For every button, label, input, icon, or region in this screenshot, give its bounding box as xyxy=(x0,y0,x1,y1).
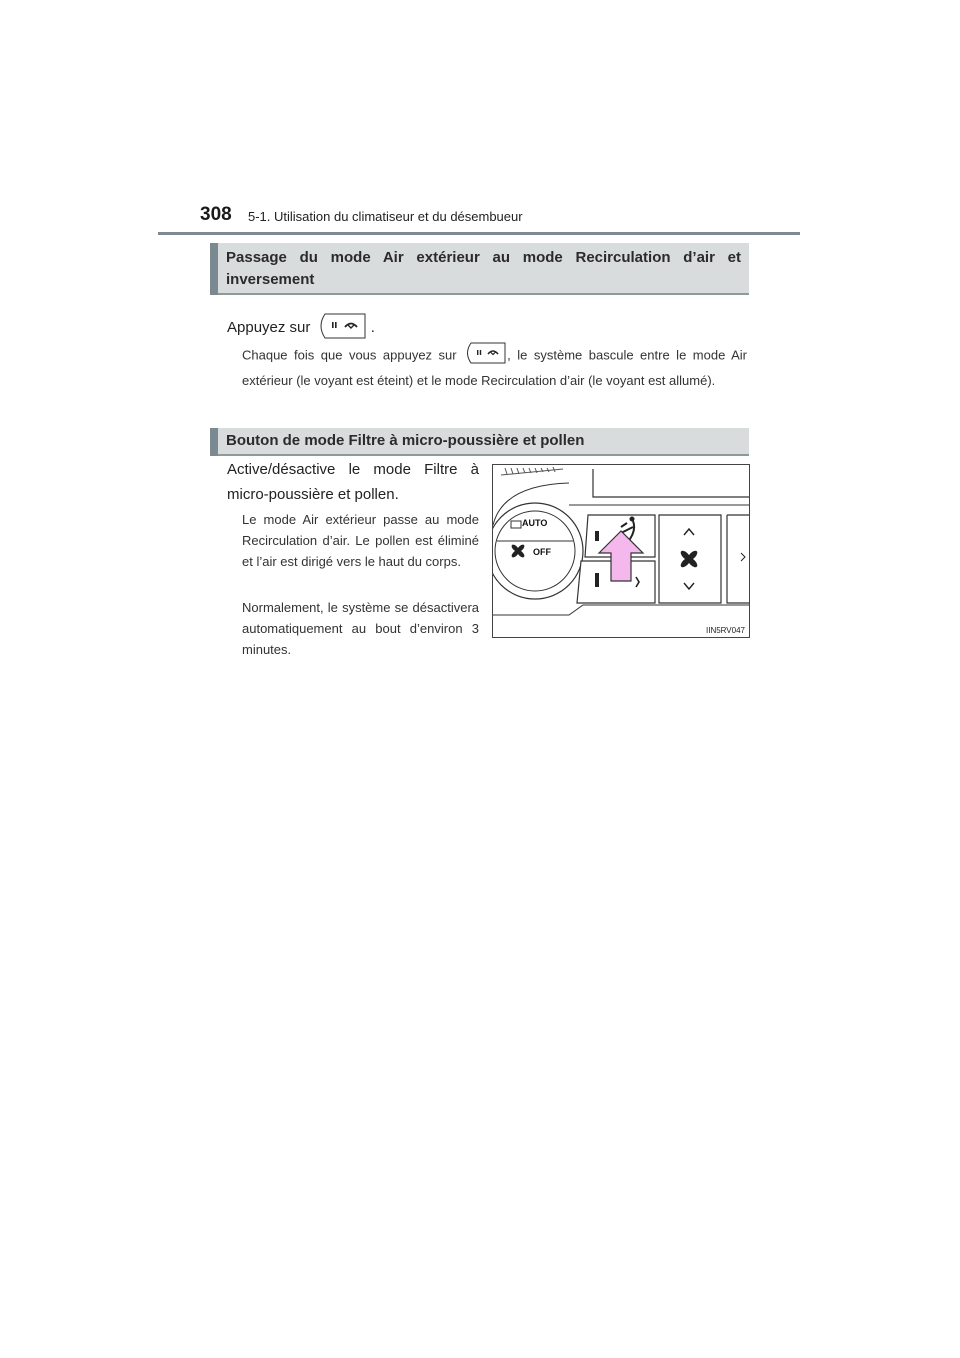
instruction-line xyxy=(227,313,375,343)
body-paragraph xyxy=(242,342,747,391)
instruction-text: Active/désactive le mode Filtre à micro-poussière et pollen. xyxy=(227,461,479,503)
header-rule xyxy=(158,232,800,235)
panel-illustration xyxy=(493,465,749,637)
instruction-period: . xyxy=(370,318,375,336)
recirculation-button-icon xyxy=(315,313,367,343)
section-heading-bar xyxy=(210,428,749,456)
body-paragraph: Normalement, le système se désactivera automatiquement au bout d’environ 3 minutes. xyxy=(242,600,479,657)
page-number: 308 xyxy=(200,204,232,225)
body-paragraph: Le mode Air extérieur passe au mode Recirculation d’air. Le pollen est éliminé et l’air est dirigé vers le haut du corps. xyxy=(242,512,479,569)
section-title: Passage du mode Air extérieur au mode Recirculation d’air et inversement xyxy=(226,249,741,288)
climate-control-panel-figure xyxy=(492,464,750,638)
section-heading-bar xyxy=(210,243,749,295)
off-label: OFF xyxy=(533,547,551,557)
recirculation-button-icon xyxy=(463,342,507,370)
instruction-text: Appuyez sur xyxy=(227,318,311,336)
figure-code: IIN5RV047 xyxy=(706,626,745,635)
section-title: Bouton de mode Filtre à micro-poussière et pollen xyxy=(226,432,585,449)
paragraph-prefix: Chaque fois que vous appuyez sur xyxy=(242,347,457,363)
running-header: 5-1. Utilisation du climatiseur et du désembueur xyxy=(248,209,523,224)
auto-label: AUTO xyxy=(522,518,548,528)
paragraph-suffix: , le système bascule entre le mode Air extérieur (le voyant est éteint) et le mode Recirculation d’air (le voyant est allumé). xyxy=(242,347,747,388)
